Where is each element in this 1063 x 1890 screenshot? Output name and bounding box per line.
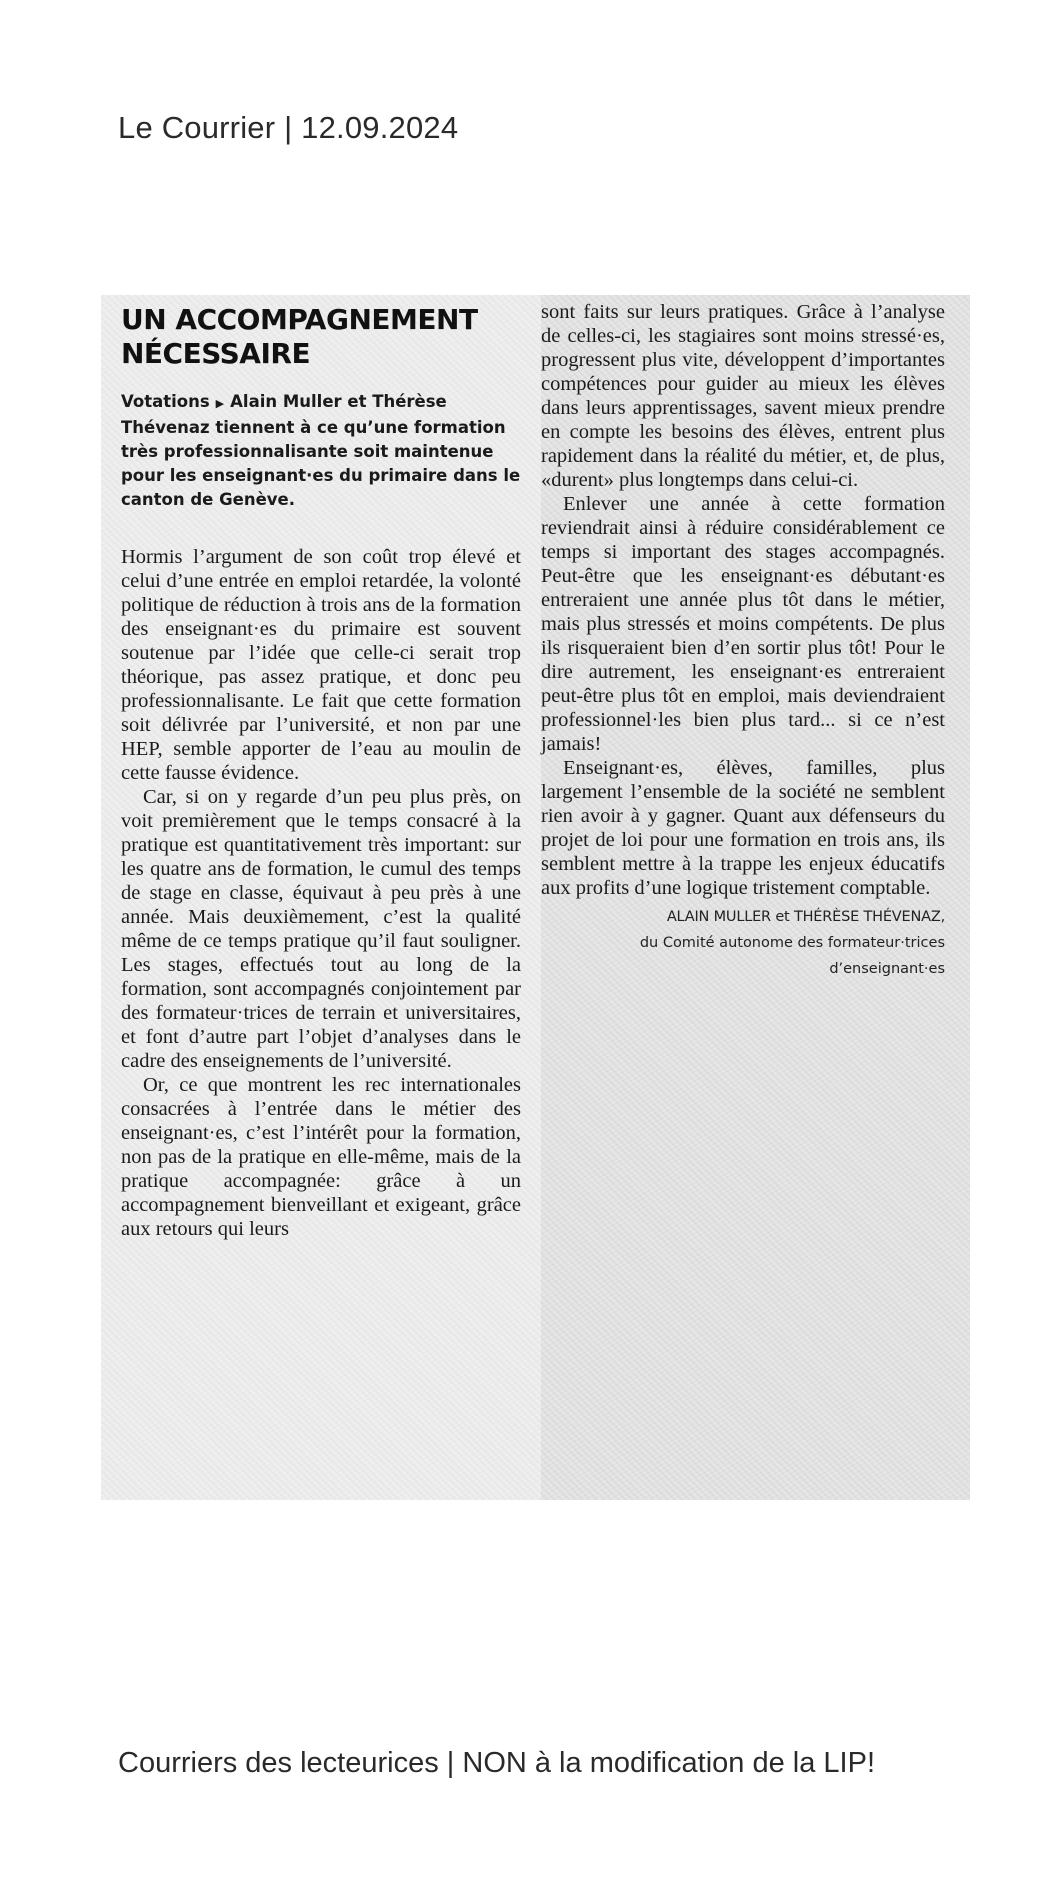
article-headline: [121, 303, 521, 371]
headline-line-2: NÉCESSAIRE: [121, 337, 311, 370]
article-kicker: Votations: [121, 392, 210, 411]
paragraph: sont faits sur leurs pratiques. Grâce à l’analyse de celles-ci, les stagiaires sont moins stressé·es, progressent plus vite, développent d’importantes compétences pour guider au mieux les élèves dans leurs apprentissages, savent mieux prendre en compte les besoins des élèves, entrent plus rapidement dans la réalité du métier, et, de plus, «durent» plus longtemps dans celui-ci.: [541, 301, 945, 491]
paragraph: Car, si on y regarde d’un peu plus près, on voit premièrement que le temps consacré à la pratique est quantitativement très important: sur les quatre ans de formation, le cumul des temps de stage en classe, équivaut à peu près à une année. Mais deuxièmement, c’est la qualité même de ce temps pratique qu’il faut souligner. Les stages, effectués tout au long de la formation, sont accompagnés conjointement par des formateur·trices de terrain et universitaires, et font d’autre part l’objet d’analyses dans le cadre des enseignements de l’université.: [121, 786, 521, 1072]
headline-line-1: UN ACCOMPAGNEMENT: [121, 303, 478, 336]
paragraph: Or, ce que montrent les rec internationales consacrées à l’entrée dans le métier des enseignant·es, c’est l’intérêt pour la formation, non pas de la pratique en elle-même, mais de la pratique accompagnée: grâce à un accompagnement bienveillant et exigeant, grâce aux retours qui leurs: [121, 1074, 521, 1240]
paragraph: Enseignant·es, élèves, familles, plus largement l’ensemble de la société ne semblent rien avoir à y gagner. Quant aux défenseurs du projet de loi pour une formation en trois ans, ils semblent mettre à la trappe les enjeux éducatifs aux profits d’une logique tristement comptable.: [541, 757, 945, 899]
article-lead: [121, 390, 521, 512]
triangle-right-icon: ▶: [215, 397, 225, 410]
article-signature: [541, 904, 945, 982]
signature-affiliation: du Comité autonome des formateur·trices: [639, 935, 945, 951]
article-left-column: [121, 295, 521, 1241]
paragraph: Enlever une année à cette formation reviendrait ainsi à réduire considérablement ce temps si important des stages accompagnés. Peut-être que les enseignant·es débutant·es entreraient une année plus tôt dans le métier, mais plus stressés et moins compétents. De plus ils risqueraient bien d’en sortir plus tôt! Pour le dire autrement, les enseignant·es entreraient peut-être plus tôt en emploi, mais deviendraient professionnel·les bien plus tard... si ce n’est jamais!: [541, 493, 945, 755]
left-column-body: [121, 545, 521, 1241]
signature-names: ALAIN MULLER et THÉRÈSE THÉVENAZ,: [666, 909, 945, 925]
right-column-body: [541, 300, 945, 900]
article-right-column: [541, 295, 945, 982]
paragraph: Hormis l’argument de son coût trop élevé et celui d’une entrée en emploi retardée, la volonté politique de réduction à trois ans de la formation des enseignant·es du primaire est souvent soutenue par l’idée que celle-ci serait trop théorique, pas assez pratique, et donc peu professionnalisante. Le fait que cette formation soit délivrée par l’université, et non par une HEP, semble apporter de l’eau au moulin de cette fausse évidence.: [121, 546, 521, 784]
page-footer: Courriers des lecteurices | NON à la modification de la LIP!: [118, 1747, 876, 1779]
lead-text: Alain Muller et Thérèse Thévenaz tiennent à ce qu’une formation très professionnalisante soit maintenue pour les enseignant·es du primaire dans le canton de Genève.: [121, 392, 521, 509]
page-header: Le Courrier | 12.09.2024: [118, 110, 459, 145]
newspaper-clipping: [101, 295, 970, 1500]
signature-affiliation-2: d’enseignant·es: [829, 961, 945, 977]
